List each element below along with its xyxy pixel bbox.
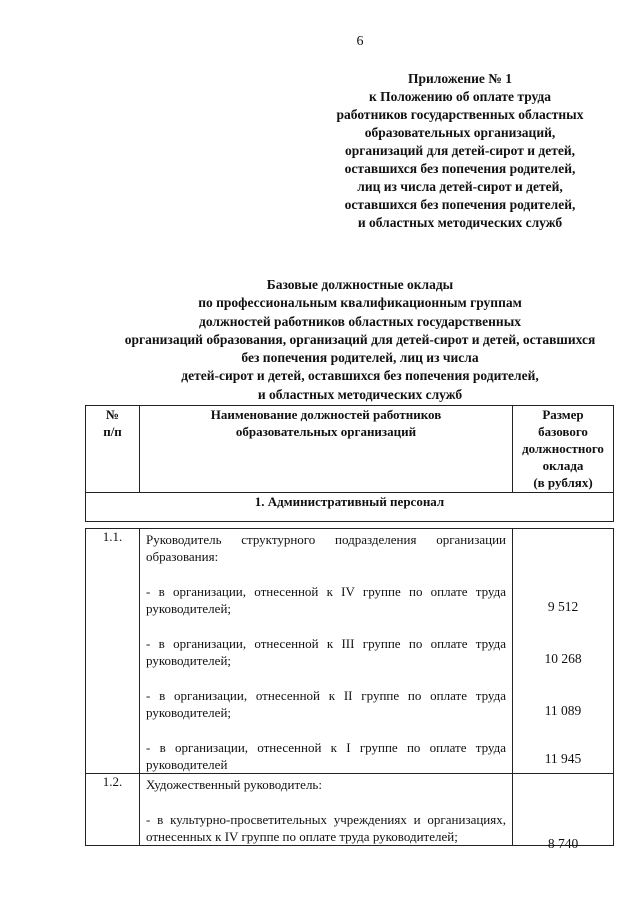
row-number: 1.1. [86,529,140,774]
section-title: 1. Административный персонал [86,493,614,522]
row-position-cell [140,774,513,846]
section-row [86,493,614,522]
appendix-line: Приложение № 1 [408,71,512,86]
table-row [86,529,614,774]
page-number: 6 [356,34,364,49]
title-line: детей-сирот и детей, оставшихся без попечения родителей, [181,368,539,384]
row-item-text: - в организации, отнесенной к III группе по оплате труда руководителей; [146,636,506,668]
title-line: и областных методических служб [257,386,463,402]
row-item-text: - в культурно-просветительных учреждениях и организациях, отнесенных к IV группе по оплате труда руководителей; [146,812,506,844]
title-line: без попечения родителей, лиц из числа [241,350,479,366]
table-header-row [86,406,614,493]
appendix-line: оставшихся без попечения родителей, [344,161,576,176]
spacer-row [86,522,614,529]
salary-value: 9 512 [547,599,579,614]
header-size-line: (в рублях) [533,475,593,490]
row-salary-cell [513,529,614,774]
row-intro-text: Руководитель структурного подразделения организации образования: [146,532,506,564]
header-size-line: оклада [542,458,584,473]
appendix-line: оставшихся без попечения родителей, [344,197,576,212]
header-size-line: должностного [522,441,604,456]
salary-table [85,405,614,851]
title-line: по профессиональным квалификационным группам [198,295,522,311]
row-item-text: - в организации, отнесенной к II группе по оплате труда руководителей; [146,688,506,720]
title-line: организаций образования, организаций для детей-сирот и детей, оставшихся [124,331,596,347]
header-number [86,406,140,493]
appendix-line: лиц из числа детей-сирот и детей, [357,179,563,194]
row-position-cell [140,529,513,774]
row-intro-text: Художественный руководитель: [146,777,322,792]
header-number-line: п/п [103,424,122,439]
header-name-line: образовательных организаций [235,424,417,439]
header-name-line: Наименование должностей работников [210,407,442,422]
appendix-line: образовательных организаций, [364,125,556,140]
appendix-line: к Положению об оплате труда [368,89,552,104]
header-salary-size [513,406,614,493]
salary-value: 8 740 [547,836,579,851]
header-size-line: базового [538,424,588,439]
appendix-header [330,70,590,232]
header-position-name [140,406,513,493]
salary-value: 11 089 [544,703,582,718]
table-row [86,774,614,846]
appendix-line: организаций для детей-сирот и детей, [345,143,575,158]
header-number-line: № [105,407,120,422]
document-title [40,276,640,404]
header-size-line: Размер [542,407,584,422]
title-line: Базовые должностные оклады [266,277,454,292]
salary-value: 10 268 [544,651,582,666]
row-item-text: - в организации, отнесенной к I группе по оплате труда руководителей [146,740,506,772]
row-item-text: - в организации, отнесенной к IV группе по оплате труда руководителей; [146,584,506,616]
row-number: 1.2. [86,774,140,846]
row-salary-cell [513,774,614,851]
appendix-line: работников государственных областных [336,107,584,122]
appendix-line: и областных методических служб [357,215,563,230]
title-line: должностей работников областных государственных [199,313,521,329]
salary-value: 11 945 [544,751,582,766]
